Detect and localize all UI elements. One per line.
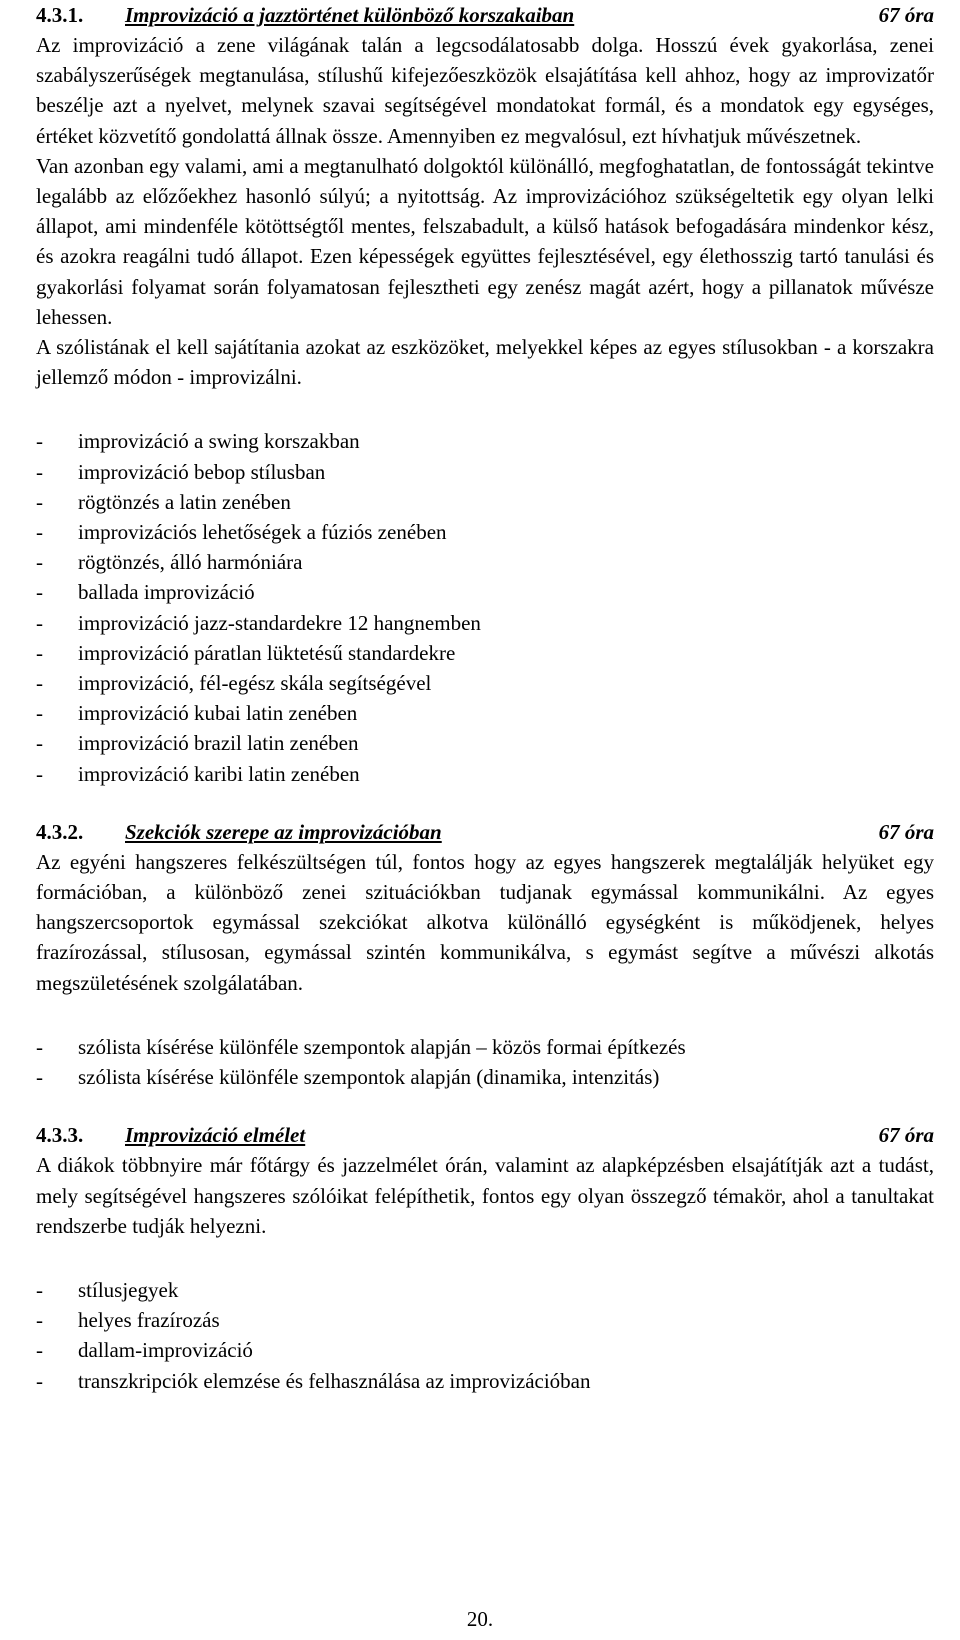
list-item-text: improvizáció páratlan lüktetésű standardekre (78, 640, 456, 665)
section-number: 4.3.2. (36, 819, 84, 844)
body-paragraph: Az egyéni hangszeres felkészültségen túl, fontos hogy az egyes hangszerek megtalálják helyüket egy formációban, a különböző zenei szituációkban tudjanak egymással kommunikálni. Az egyes hangszercsoportok egymással szekciókat alkotva különálló egységként is működjenek, helyes frazírozással, stílusosan, egymással szintén kommunikálva, s egymást segítve a művészi alkotás megszületésének szolgálatában. (36, 849, 934, 995)
list-item-text: szólista kísérése különféle szempontok alapján (dinamika, intenzitás) (78, 1065, 660, 1090)
list-item-text: rögtönzés a latin zenében (78, 489, 291, 514)
section-number: 4.3.1. (36, 3, 84, 27)
list-bullet: - (36, 489, 43, 514)
list-item-text: helyes frazírozás (78, 1308, 220, 1333)
section-4-3-1 (36, 0, 934, 817)
list-item-text: improvizáció, fél-egész skála segítségével (78, 671, 432, 696)
list-item (36, 517, 934, 547)
list-bullet: - (36, 671, 43, 696)
list-bullet: - (36, 761, 43, 786)
section-number: 4.3.3. (36, 1123, 84, 1148)
list-item (36, 1335, 934, 1365)
list-item-text: improvizáció bebop stílusban (78, 459, 326, 484)
list-item (36, 577, 934, 607)
list-item (36, 426, 934, 456)
list-item (36, 1366, 934, 1396)
list-item (36, 1062, 934, 1092)
list-bullet: - (36, 459, 43, 484)
section-heading (36, 0, 934, 30)
body-paragraph: A diákok többnyire már főtárgy és jazzelmélet órán, valamint az alapképzésben elsajátítják azt a tudást, mely segítségével hangszeres szólóikat felépíthetik, fontos egy olyan összegző témakör, ahol a tanultakat rendszerbe tudják helyezni. (36, 1153, 934, 1238)
list-item (36, 547, 934, 577)
section-heading (36, 817, 934, 847)
body-paragraph: A szólistának el kell sajátítania azokat az eszközöket, melyekkel képes az egyes stílusokban - a korszakra jellemző módon - improvizálni. (36, 335, 934, 390)
section-hours: 67 óra (878, 3, 934, 27)
section-hours: 67 óra (878, 1123, 934, 1148)
section-title: Szekciók szerepe az improvizációban (125, 819, 442, 844)
list-bullet: - (36, 1338, 43, 1363)
list-item-text: improvizáció kubai latin zenében (78, 701, 358, 726)
list-bullet: - (36, 1368, 43, 1393)
list-bullet: - (36, 701, 43, 726)
list-item (36, 608, 934, 638)
list-bullet: - (36, 640, 43, 665)
body-paragraph: Az improvizáció a zene világának talán a legcsodálatosabb dolga. Hosszú évek gyakorlása, zenei szabályszerűségek megtanulása, stílushű kifejezőeszközök elsajátítása kell ahhoz, hogy az improvizatőr beszélje azt a nyelvet, melynek szavai segítségével mondatokat formál, és a mondatok egy egységes, értéket közvetítő gondolattá állnak össze. Amennyiben ez megvalósul, ezt hívhatjuk művészetnek. (36, 33, 934, 148)
list-bullet: - (36, 429, 43, 454)
list-bullet: - (36, 1034, 43, 1059)
section-heading (36, 1120, 934, 1150)
list-item (36, 487, 934, 517)
list-item-text: improvizáció brazil latin zenében (78, 731, 359, 756)
list-bullet: - (36, 610, 43, 635)
list-bullet: - (36, 580, 43, 605)
list-item (36, 728, 934, 758)
list-item (36, 698, 934, 728)
list-item (36, 638, 934, 668)
page-number: 20. (466, 1607, 494, 1631)
list-bullet: - (36, 1277, 43, 1302)
list-item-text: transzkripciók elemzése és felhasználása az improvizációban (78, 1368, 591, 1393)
list-item-text: dallam-improvizáció (78, 1338, 253, 1363)
list-item-text: szólista kísérése különféle szempontok alapján – közös formai építkezés (78, 1034, 686, 1059)
list-item (36, 1305, 934, 1335)
topic-list (36, 1032, 934, 1092)
list-item (36, 1275, 934, 1305)
list-item (36, 1032, 934, 1062)
list-item-text: improvizációs lehetőségek a fúziós zenében (78, 520, 447, 545)
list-bullet: - (36, 1308, 43, 1333)
list-item-text: stílusjegyek (78, 1277, 179, 1302)
list-bullet: - (36, 520, 43, 545)
list-item-text: ballada improvizáció (78, 580, 255, 605)
section-hours: 67 óra (878, 819, 934, 844)
list-bullet: - (36, 1065, 43, 1090)
list-item-text: improvizáció karibi latin zenében (78, 761, 360, 786)
section-4-3-3 (36, 1120, 934, 1395)
body-paragraph: Van azonban egy valami, ami a megtanulható dolgoktól különálló, megfoghatatlan, de fontosságát tekintve legalább az előzőekhez hasonló súlyú; a nyitottság. Az improvizációhoz szükségeltetik egy olyan lelki állapot, ami mindenféle kötöttségtől mentes, felszabadult, a külső hatások befogadására mindenkor kész, és azokra reagálni tudó állapot. Ezen képességek együttes fejlesztésével, egy élethosszig tartó tanulási és gyakorlási folyamat során folyamatosan fejlesztheti egy zenész magát azért, hogy a pillanatok művésze lehessen. (36, 153, 934, 329)
list-bullet: - (36, 731, 43, 756)
topic-list (36, 426, 934, 788)
list-item-text: improvizáció a swing korszakban (78, 429, 360, 454)
list-item (36, 668, 934, 698)
topic-list (36, 1275, 934, 1396)
list-item (36, 759, 934, 789)
list-item (36, 457, 934, 487)
list-item-text: improvizáció jazz-standardekre 12 hangnemben (78, 610, 481, 635)
list-item-text: rögtönzés, álló harmóniára (78, 550, 303, 575)
section-title: Improvizáció a jazztörténet különböző korszakaiban (125, 3, 575, 27)
list-bullet: - (36, 550, 43, 575)
section-title: Improvizáció elmélet (125, 1123, 306, 1148)
section-4-3-2 (36, 817, 934, 1120)
